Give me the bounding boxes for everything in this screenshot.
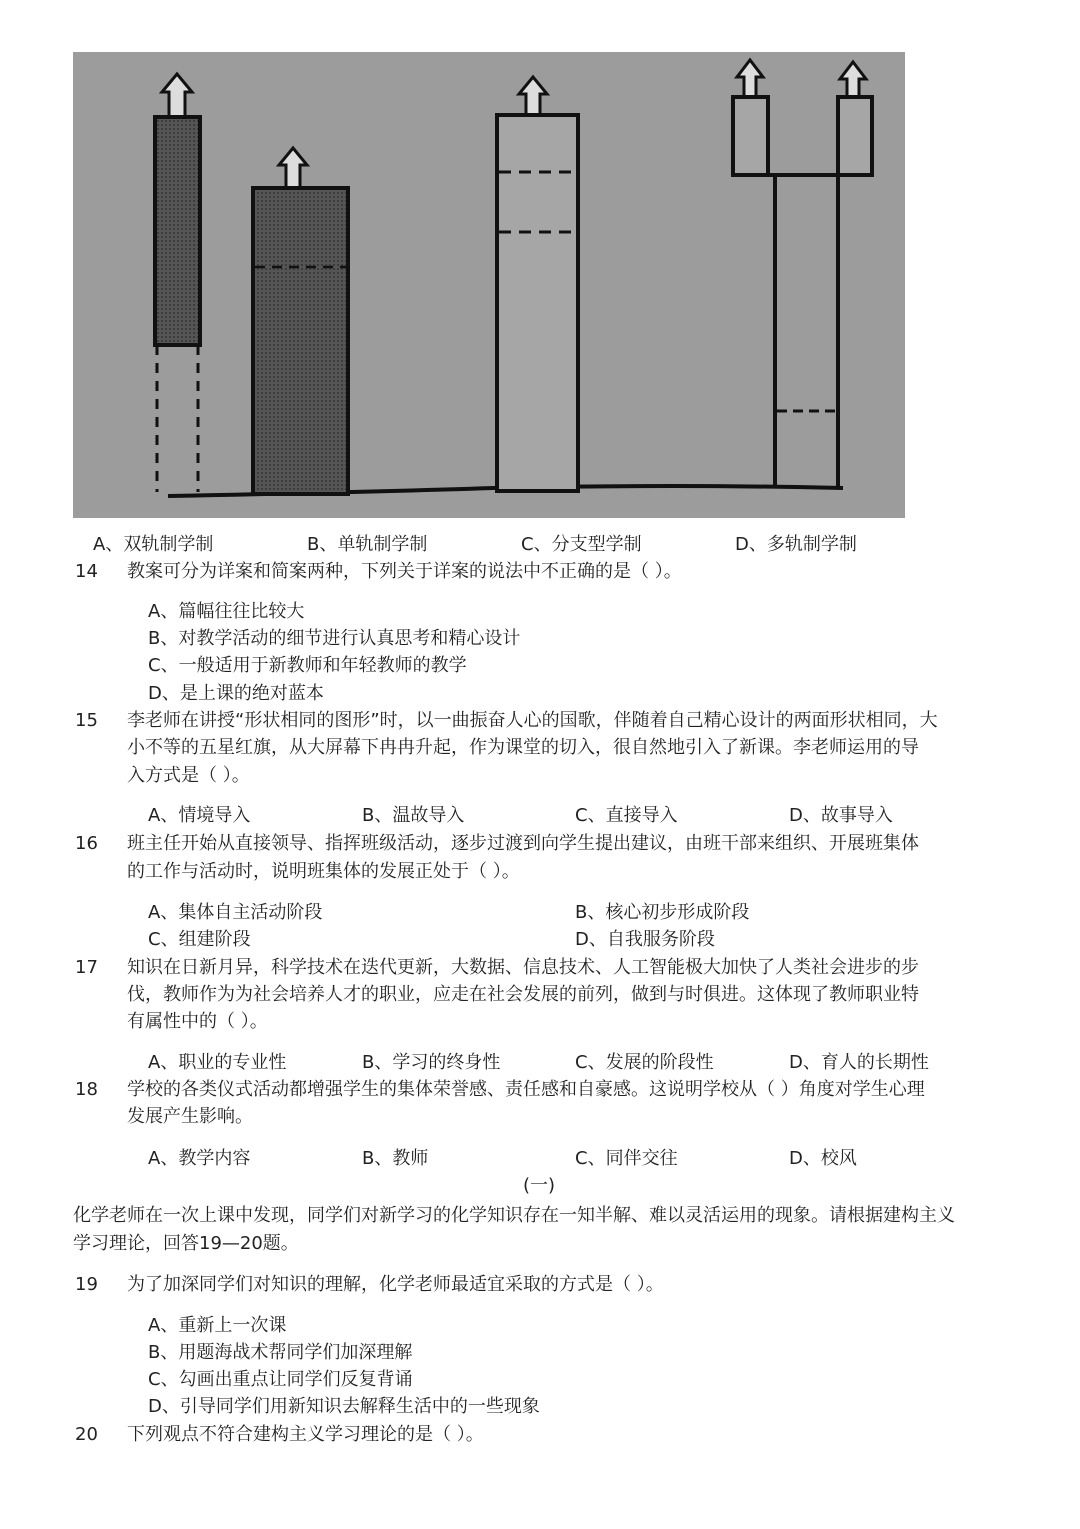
- option-c[interactable]: C、分支型学制: [521, 534, 642, 555]
- option-b[interactable]: B、用题海战术帮同学们加深理解: [148, 1342, 413, 1363]
- option-d[interactable]: D、是上课的绝对蓝本: [148, 683, 324, 704]
- option-c[interactable]: C、发展的阶段性: [575, 1052, 714, 1073]
- option-d[interactable]: D、引导同学们用新知识去解释生活中的一些现象: [148, 1396, 540, 1417]
- option-b[interactable]: B、对教学活动的细节进行认真思考和精心设计: [148, 628, 521, 649]
- option-d[interactable]: D、育人的长期性: [789, 1052, 929, 1073]
- question-stem: 小不等的五星红旗，从大屏幕下冉冉升起，作为课堂的切入，很自然地引入了新课。李老师运用的导: [127, 737, 919, 758]
- question-stem: 下列观点不符合建构主义学习理论的是（ ）。: [127, 1424, 484, 1445]
- option-b[interactable]: B、学习的终身性: [362, 1052, 501, 1073]
- question-number: 18: [75, 1079, 98, 1100]
- option-d[interactable]: D、多轨制学制: [735, 534, 857, 555]
- question-stem: 有属性中的（ ）。: [127, 1011, 268, 1032]
- option-c[interactable]: C、同伴交往: [575, 1148, 678, 1169]
- question-stem: 教案可分为详案和简案两种，下列关于详案的说法中不正确的是（ ）。: [127, 561, 682, 582]
- question-stem: 班主任开始从直接领导、指挥班级活动，逐步过渡到向学生提出建议，由班干部来组织、开展班集体: [127, 833, 919, 854]
- school-system-diagram: [73, 52, 905, 518]
- option-a[interactable]: A、重新上一次课: [148, 1315, 287, 1336]
- question-stem: 伐，教师作为为社会培养人才的职业，应走在社会发展的前列，做到与时俱进。这体现了教师职业特: [127, 984, 919, 1005]
- question-number: 14: [75, 561, 98, 582]
- option-c[interactable]: C、一般适用于新教师和年轻教师的教学: [148, 655, 467, 676]
- option-b[interactable]: B、单轨制学制: [307, 534, 428, 555]
- option-b[interactable]: B、核心初步形成阶段: [575, 902, 750, 923]
- question-number: 15: [75, 710, 98, 731]
- question-stem: 入方式是（ ）。: [127, 765, 250, 786]
- option-d[interactable]: D、故事导入: [789, 805, 893, 826]
- question-number: 16: [75, 833, 98, 854]
- section-intro: 化学老师在一次上课中发现，同学们对新学习的化学知识存在一知半解、难以灵活运用的现象。请根据建构主义: [73, 1205, 955, 1226]
- question-stem: 发展产生影响。: [127, 1106, 253, 1127]
- question-stem: 的工作与活动时，说明班集体的发展正处于（ ）。: [127, 861, 520, 882]
- question-number: 17: [75, 957, 98, 978]
- option-d[interactable]: D、校风: [789, 1148, 857, 1169]
- bar-dual-track: [155, 117, 200, 345]
- question-stem: 知识在日新月异，科学技术在迭代更新，大数据、信息技术、人工智能极大加快了人类社会进步的步: [127, 957, 919, 978]
- question-stem: 学校的各类仪式活动都增强学生的集体荣誉感、责任感和自豪感。这说明学校从（ ）角度对学生心理: [127, 1079, 925, 1100]
- bar-single-track: [253, 188, 348, 494]
- question-stem: 李老师在讲授“形状相同的图形”时，以一曲振奋人心的国歌，伴随着自己精心设计的两面形状相同，大: [127, 710, 938, 731]
- option-b[interactable]: B、教师: [362, 1148, 429, 1169]
- question-stem: 为了加深同学们对知识的理解，化学老师最适宜采取的方式是（ ）。: [127, 1274, 664, 1295]
- option-d[interactable]: D、自我服务阶段: [575, 929, 715, 950]
- option-a[interactable]: A、篇幅往往比较大: [148, 601, 305, 622]
- option-c[interactable]: C、组建阶段: [148, 929, 251, 950]
- option-a[interactable]: A、教学内容: [148, 1148, 251, 1169]
- option-a[interactable]: A、职业的专业性: [148, 1052, 287, 1073]
- option-c[interactable]: C、直接导入: [575, 805, 678, 826]
- option-a[interactable]: A、双轨制学制: [93, 534, 214, 555]
- option-b[interactable]: B、温故导入: [362, 805, 465, 826]
- option-a[interactable]: A、集体自主活动阶段: [148, 902, 323, 923]
- option-a[interactable]: A、情境导入: [148, 805, 251, 826]
- section-intro: 学习理论，回答19—20题。: [73, 1233, 299, 1254]
- question-number: 20: [75, 1424, 98, 1445]
- section-heading: (一): [523, 1175, 556, 1196]
- question-number: 19: [75, 1274, 98, 1295]
- option-c[interactable]: C、勾画出重点让同学们反复背诵: [148, 1369, 413, 1390]
